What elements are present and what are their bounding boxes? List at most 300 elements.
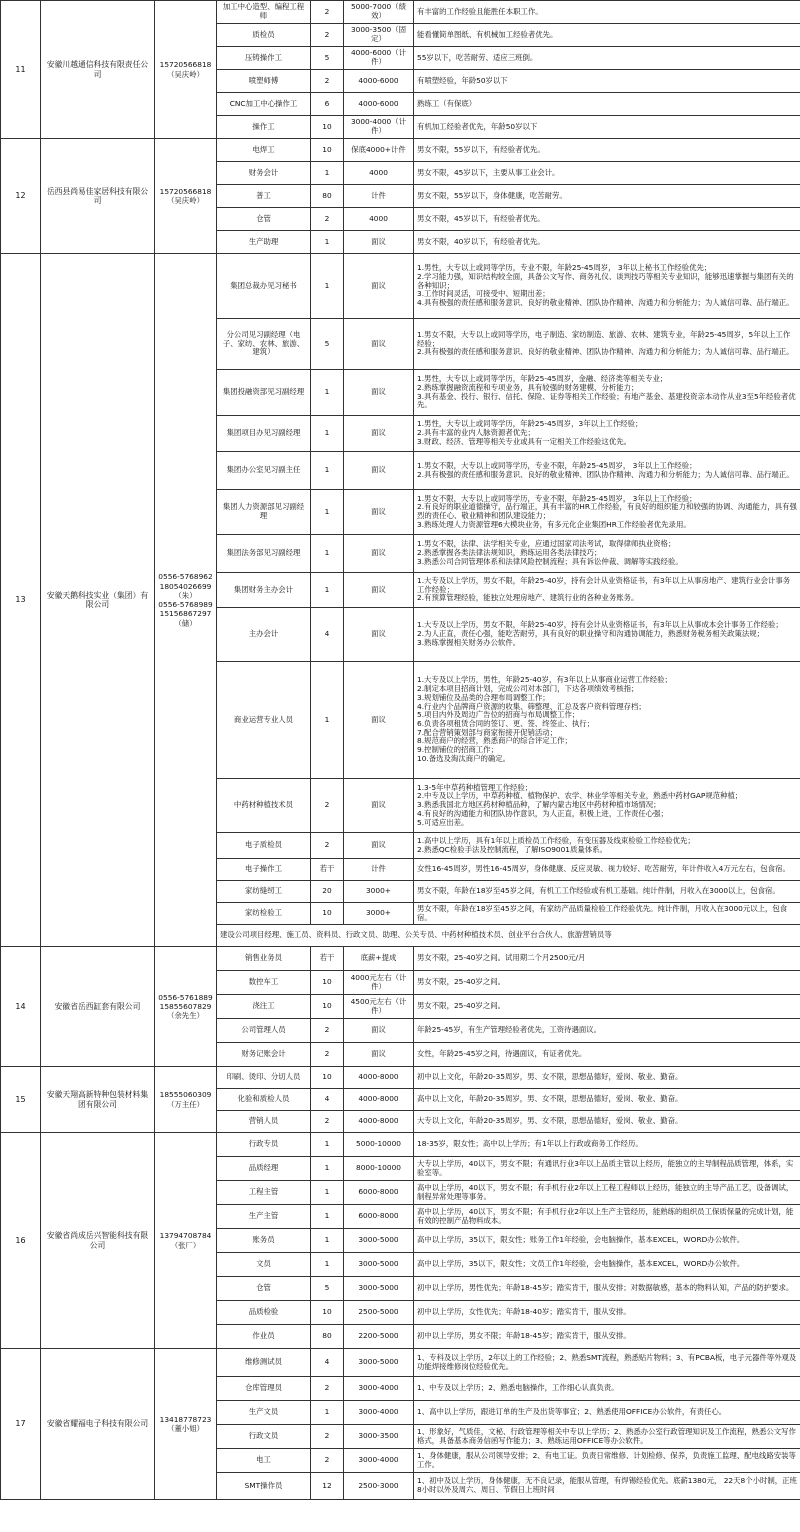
job-position: 质检员 [217,24,311,47]
job-headcount: 4 [311,1089,344,1111]
job-headcount: 10 [311,116,344,139]
job-headcount: 2 [311,1019,344,1043]
job-headcount: 2 [311,70,344,93]
requirement-line: 大专以上学历，40以下，男女不限；有通讯行业3年以上品质主管以上经历，能独立的主导制程品质管理，体系，实验室等。 [417,1158,794,1177]
job-salary: 5000-10000 [344,1133,414,1157]
job-position: 文员 [217,1253,311,1277]
job-requirements [414,1349,800,1377]
requirement-line: 男女不限，45岁以下，主要从事工业会计。 [417,167,560,177]
job-requirements [414,1449,800,1473]
job-requirements [414,1067,800,1089]
job-salary: 3000-5000 [344,1277,414,1301]
job-salary: 面议 [344,535,414,573]
job-requirements [414,1043,800,1067]
job-requirements [414,881,800,903]
job-requirements [414,1089,800,1111]
job-position: 工程主管 [217,1181,311,1205]
requirement-line: 男女不限，25-40岁之间。 [417,1001,505,1011]
company-name: 岳西县尚易佳家居科技有限公司 [41,139,155,254]
job-requirements [414,1111,800,1133]
job-salary: 4000-6000 [344,93,414,116]
company-name: 安徽省岳西缸套有限公司 [41,947,155,1067]
job-requirements [414,1229,800,1253]
job-headcount: 2 [311,1111,344,1133]
contact-line: 15855607829 [159,1001,212,1011]
contact-line: 15156867297 [159,609,212,619]
job-salary: 面议 [344,452,414,490]
contact-line: 15720566818 [159,60,212,70]
job-salary: 面议 [344,370,414,416]
job-requirements [414,971,800,995]
job-headcount: 12 [311,1473,344,1500]
job-salary: 2500-3000 [344,1473,414,1500]
requirement-line: 2.学习能力强，知识结构较全面，具备公文写作、商务礼仪、谈判技巧等相关专业知识，能够迅速掌握与集团有关的各种知识； [417,271,794,290]
job-position: 集团人力资源部见习副经理 [217,490,311,535]
job-requirements [414,1473,800,1500]
job-position: 仓库管理员 [217,1377,311,1401]
requirement-line: 年龄25-45岁，有生产管理经验者优先，工资待遇面议。 [417,1025,602,1035]
requirement-line: 熟练工（有保底） [417,98,477,108]
job-salary: 面议 [344,490,414,535]
table-row [1,1067,800,1089]
requirement-line: 2.熟悉QC检验手法及控制流程，了解ISO9001质量体系。 [417,844,607,854]
job-position: 电工 [217,1449,311,1473]
contact-line: 15720566818 [159,186,212,196]
job-salary: 面议 [344,254,414,319]
requirement-line: 1、专科及以上学历，2年以上的工作经验；2、熟悉SMT流程，熟悉贴片物料；3、有PCBA板，电子元器件等外观及功能焊接维修岗位经验优先。 [417,1352,797,1371]
contact-line: （董小姐） [167,1424,204,1433]
job-headcount: 1 [311,416,344,452]
requirement-line: 1、身体健康，服从公司领导安排；2、有电工证。负责日常维修、计划检修、保养，负责施工监理、配电线路安装等工作。 [417,1450,796,1469]
job-salary: 底薪+提成 [344,947,414,971]
requirement-line: 高中以上学历，40以下，男女不限；有手机行业2年以上工程工程师以上经历，能独立的主导产品工艺，设备调试，制程异常处理等事务。 [417,1182,794,1201]
job-position: 集团总裁办见习秘书 [217,254,311,319]
requirement-line: 初中以上学历，男性优先；年龄18-45岁；踏实肯干，服从安排；对数据敏感，基本的物料认知，产品的防护要求。 [417,1283,794,1293]
job-requirements [414,139,800,162]
requirement-line: 1、中专及以上学历；2、熟悉电脑操作，工作细心认真负责。 [417,1383,619,1393]
job-salary: 2200-5000 [344,1325,414,1349]
job-salary: 保底4000+计件 [344,139,414,162]
requirement-line: 1.男女不限，大专以上或同等学历，专业不限，年龄25-45周岁， 3年以上工作经验； [417,460,697,470]
requirement-line: 男女不限，年龄在18岁至45岁之间，有机工工作经验或有机工基础。纯计件制，月收入在3000以上，包食宿。 [417,886,780,896]
job-salary: 4500元左右（计件） [344,995,414,1019]
requirement-line: 55岁以下，吃苦耐劳、适应三班倒。 [417,52,538,62]
job-requirements [414,1277,800,1301]
job-position: 集团投融资部见习副经理 [217,370,311,416]
contact-line: （朱） [174,590,197,600]
job-requirements [414,208,800,231]
job-requirements [414,1157,800,1181]
job-requirements [414,535,800,573]
company-name: 安徽川越通信科技有限责任公司 [41,1,155,139]
requirement-line: 8.规范商户的经营，熟悉商户的综合评定工作； [417,736,572,746]
job-requirements [414,1325,800,1349]
contact-line: 0556-5768962 [158,572,213,582]
job-position: 生产助理 [217,231,311,254]
job-position: 集团财务主办会计 [217,573,311,608]
job-position: 印刷、烫印、分切人员 [217,1067,311,1089]
requirement-line: 2.为人正直，责任心强，能吃苦耐劳，具有良好的职业操守和沟通协调能力，熟悉财务税务相关政策法规； [417,629,765,639]
requirement-line: 1.男性，大专以上或同等学历，专业不限，年龄25-45周岁， 3年以上秘书工作经验优先； [417,263,712,273]
job-position: 普工 [217,185,311,208]
requirement-line: 3.熟练处理人力资源管理6大模块业务，有多元化企业集团HR工作经验者优先录用。 [417,519,691,529]
contact-phone [155,947,217,1067]
requirement-line: 女性，年龄25-45岁之间，待遇面议，有证者优先。 [417,1049,587,1059]
requirement-line: 2.熟悉掌握各类法律法规知识，熟练运用各类法律技巧； [417,548,602,558]
job-requirements [414,231,800,254]
job-position: 中药材种植技术员 [217,779,311,833]
job-salary: 面议 [344,662,414,779]
requirement-line: 高中以上学历，35以下，限女性；文员工作1年经验，会电脑操作，基本EXCEL，WORD办公软件。 [417,1259,745,1269]
requirement-line: 2.有良好的职业道德操守，品行端正，具有丰富的HR工作经验，有良好的组织能力和较强的协调、沟通能力，具有强烈的责任心、敬业精神和团队建设能力； [417,502,797,520]
job-salary: 4000 [344,208,414,231]
job-headcount: 2 [311,24,344,47]
contact-line: （余先生） [167,1011,204,1021]
job-headcount: 1 [311,1157,344,1181]
job-position: 分公司见习副经理（电子、家纺、农林、旅游、建筑） [217,319,311,370]
job-headcount: 10 [311,139,344,162]
job-requirements [414,1301,800,1325]
job-headcount: 1 [311,162,344,185]
job-position: 电焊工 [217,139,311,162]
job-salary: 3000-4000 [344,1401,414,1425]
table-row [1,1349,800,1377]
contact-line: （吴庆岭） [167,69,204,79]
job-headcount: 1 [311,490,344,535]
job-salary: 3000-4000 [344,1449,414,1473]
job-salary: 4000-8000 [344,1067,414,1089]
job-headcount: 10 [311,1301,344,1325]
job-position: 销售业务员 [217,947,311,971]
job-salary: 面议 [344,416,414,452]
requirement-line: 3.规划铺位及品类的合理布局调整工作； [417,692,550,702]
requirement-line: 1、初中及以上学历，身体健康，无不良记录，能服从管理，有焊锡经验优先。底薪1380元， 22天8个小时制，正班8小时以外及周六、周日、节假日上班时间 [417,1476,797,1494]
requirement-line: 初中以上学历，女性优先；年龄18-40岁；踏实肯干，服从安排。 [417,1307,631,1317]
job-position: 数控车工 [217,971,311,995]
company-name: 安徽省尚成岳兴智能科技有限公司 [41,1133,155,1349]
job-position: 家纺缝纫工 [217,881,311,903]
requirement-line: 6.负责各项租赁合同的签订、更、签、终签止、执行； [417,719,595,728]
requirement-line: 3.熟悉我国北方地区药材种植品种，了解内蒙古地区中药材种植市场情况； [417,800,661,810]
contact-line: 0556-5761889 [158,992,213,1002]
job-headcount: 2 [311,1449,344,1473]
job-headcount: 1 [311,370,344,416]
job-requirements [414,1133,800,1157]
contact-line: 0556-5768989 [158,600,213,609]
job-requirements [414,859,800,881]
contact-line: （吴庆岭） [167,196,204,205]
table-row [1,254,800,319]
requirement-line: 2.熟练掌握融资流程和专项业务，具有较强的财务建模、分析能力； [417,382,639,392]
job-headcount: 1 [311,1401,344,1425]
job-headcount: 1 [311,573,344,608]
contact-line: （储） [174,618,197,628]
requirement-line: 高中以上学历，35以下，限女性；账务工作1年经验，会电脑操作，基本EXCEL，WORD办公软件。 [417,1235,745,1245]
requirement-line: 1、高中以上学历，跟进订单的生产及出货等事宜；2、熟悉使用OFFICE办公软件，有责任心。 [417,1407,727,1417]
requirement-line: 3.具有基金、投行、银行、信托、保险、证券等相关工作经验；有地产基金、基建投资亲本动作从业3至5年经验者优先。 [417,391,796,410]
job-salary: 4000 [344,162,414,185]
job-headcount: 若干 [311,947,344,971]
job-requirements [414,947,800,971]
job-salary: 3000-3500 [344,1425,414,1449]
requirement-line: 1.大专及以上学历，男女不限，年龄25-40岁，持有会计从业资格证书，有3年以上从事房地产、建筑行业会计事务工作经验； [417,575,791,594]
job-salary: 3000-5000 [344,1253,414,1277]
job-position: 账务员 [217,1229,311,1253]
job-headcount: 1 [311,1253,344,1277]
job-position: 压铸操作工 [217,47,311,70]
job-headcount: 1 [311,452,344,490]
requirement-line: 初中以上学历，男女不限；年龄18-45岁；踏实肯干，服从安排。 [417,1331,631,1341]
job-headcount: 若干 [311,859,344,881]
requirement-line: 2.制定本项目招商计划，完成公司对本部门，下达各项绩效考核指； [417,684,639,694]
requirement-line: 5.项目内外及周边广告位的招商与布局调整工作； [417,710,580,720]
job-headcount: 6 [311,93,344,116]
requirement-line: 4.行业内个品牌商户资源的收集、筛整理、汇总及客户资料管理存档； [417,701,646,711]
requirement-line: 4.有良好的沟通能力和团队协作意识，为人正直，积极上进，工作责任心强； [417,808,668,818]
job-headcount: 4 [311,608,344,662]
contact-phone [155,1133,217,1349]
contact-line: （万主任） [167,1099,204,1109]
job-headcount: 2 [311,1425,344,1449]
job-salary: 面议 [344,1043,414,1067]
requirement-line: 10.备选及淘汰商户的确定。 [417,753,511,763]
contact-phone [155,1,217,139]
job-position: 营销人员 [217,1111,311,1133]
requirement-line: 有机加工经验者优先，年龄50岁以下 [417,121,538,131]
job-headcount: 5 [311,47,344,70]
requirement-line: 男女不限，40岁以下，有经验者优先。 [417,236,545,246]
company-name: 安徽天翔高新特种包装材料集团有限公司 [41,1067,155,1133]
company-number: 15 [1,1067,41,1133]
job-requirements [414,47,800,70]
job-headcount: 2 [311,779,344,833]
company-name: 安徽省耀福电子科技有限公司 [41,1349,155,1500]
job-position: 电子操作工 [217,859,311,881]
job-requirements [414,1019,800,1043]
job-headcount: 1 [311,1205,344,1229]
requirement-line: 3.工作时间灵活，可接受中、短期出差； [417,289,550,299]
job-position: SMT操作员 [217,1473,311,1500]
additional-positions: 建设公司项目经理、施工员、资料员、行政文员、助理、公关专员、中药材种植技术员、创业平台合伙人、旅游营销员等 [217,925,800,947]
job-headcount: 2 [311,1043,344,1067]
contact-line: （张厂） [170,1240,201,1250]
requirement-line: 能看懂简单图纸、有机械加工经验者优先。 [417,29,558,39]
contact-phone [155,1349,217,1500]
job-headcount: 1 [311,231,344,254]
requirement-line: 3.熟练掌握相关财务办公软件。 [417,637,521,647]
job-position: 财务会计 [217,162,311,185]
job-requirements [414,1253,800,1277]
job-headcount: 1 [311,254,344,319]
job-salary: 3000-5000 [344,1349,414,1377]
job-headcount: 1 [311,1229,344,1253]
requirement-line: 1.高中以上学历，具有1年以上质检员工作经验，有变压器及线束检验工作经验优先； [417,835,695,845]
requirement-line: 1.大专及以上学历，男女不限，年龄25-40岁，持有会计从业资格证书，有3年以上从事成本会计事务工作经验； [417,620,783,630]
requirement-line: 初中以上文化，年龄20-35周岁，男、女不限，思想品德好，爱岗、敬业、勤奋。 [417,1072,683,1082]
job-requirements [414,490,800,535]
job-headcount: 10 [311,903,344,925]
job-requirements [414,903,800,925]
job-position: 商业运营专业人员 [217,662,311,779]
requirement-line: 2.具有极强的责任感和服务意识、良好的敬业精神、团队协作精神、沟通力和分析能力；为人诚信可靠、品行端正。 [417,469,794,479]
job-salary: 面议 [344,319,414,370]
requirement-line: 男女不限，25-40岁之间。试用期二个月2500元/月 [417,953,586,963]
job-requirements [414,416,800,452]
job-headcount: 4 [311,1349,344,1377]
job-salary: 面议 [344,779,414,833]
requirement-line: 男女不限，25-40岁之间。 [417,977,505,987]
job-requirements [414,24,800,47]
job-position: 主办会计 [217,608,311,662]
job-headcount: 10 [311,995,344,1019]
job-salary: 6000-8000 [344,1205,414,1229]
company-number: 14 [1,947,41,1067]
company-number: 12 [1,139,41,254]
job-position: CNC加工中心操作工 [217,93,311,116]
job-position: 品质检验 [217,1301,311,1325]
job-headcount: 5 [311,319,344,370]
job-salary: 计件 [344,859,414,881]
job-requirements [414,370,800,416]
job-position: 仓管 [217,1277,311,1301]
job-salary: 3000-4000（计件） [344,116,414,139]
requirement-line: 有喷塑经验，年龄50岁以下 [417,75,508,85]
job-requirements [414,1,800,24]
requirement-line: 1、形象好，气质佳，文秘、行政管理等相关中专以上学历；2、熟悉办公室行政管理知识及工作流程，熟悉公文写作格式，具备基本商务信函写作能力；3、熟练运用OFFICE等办公软件。 [417,1426,796,1445]
requirement-line: 1.男女不限，大专以上或同等学历，电子制造、家纺制造、旅游、农林、建筑专业，年龄25-45周岁，5年以上工作经验； [417,329,791,348]
job-requirements [414,995,800,1019]
requirement-line: 2.具有丰富的业内人脉资源者优先； [417,428,535,438]
job-salary: 4000-6000（计件） [344,47,414,70]
job-requirements [414,93,800,116]
job-requirements [414,452,800,490]
contact-phone [155,254,217,947]
job-headcount: 10 [311,971,344,995]
job-salary: 3000-5000 [344,1229,414,1253]
job-position: 电子质检员 [217,833,311,859]
job-salary: 面议 [344,573,414,608]
company-number: 11 [1,1,41,139]
job-requirements [414,162,800,185]
job-position: 集团办公室见习副主任 [217,452,311,490]
job-headcount: 1 [311,662,344,779]
job-headcount: 80 [311,185,344,208]
contact-line: 18555060309 [159,1090,212,1100]
job-salary: 6000-8000 [344,1181,414,1205]
job-position: 家纺检验工 [217,903,311,925]
job-position: 行政文员 [217,1425,311,1449]
job-headcount: 10 [311,1067,344,1089]
job-salary: 面议 [344,231,414,254]
job-salary: 4000-8000 [344,1089,414,1111]
job-salary: 2500-5000 [344,1301,414,1325]
requirement-line: 1.3-5年中草药种植管理工作经验； [417,782,533,792]
job-salary: 3000+ [344,881,414,903]
job-requirements [414,608,800,662]
requirement-line: 1.男性，大专以上或同等学历，年龄25-45周岁，金融、经济类等相关专业； [417,374,668,384]
company-number: 17 [1,1349,41,1500]
requirement-line: 男女不限，年龄在18岁至45岁之间，有家纺产品质量检验工作经验优先。纯计件制，月收入在3000元以上，包食宿。 [417,903,788,922]
company-name: 安徽天鹅科技实业（集团）有限公司 [41,254,155,947]
contact-phone [155,139,217,254]
job-position: 浇注工 [217,995,311,1019]
table-row [1,947,800,971]
requirement-line: 男女不限，45岁以下，有经验者优先。 [417,213,545,223]
table-row [1,1,800,24]
job-position: 加工中心造型、编程工程师 [217,1,311,24]
job-requirements [414,1401,800,1425]
job-headcount: 2 [311,208,344,231]
job-requirements [414,1181,800,1205]
job-position: 生产文员 [217,1401,311,1425]
requirement-line: 5.可适应出差。 [417,817,469,827]
requirement-line: 9.控制铺位的招商工作； [417,745,498,755]
requirement-line: 1.男女不限，大专以上或同等学历，专业不限，年龄25-45周岁， 3年以上工作经验； [417,493,697,503]
contact-line: 13794708784 [159,1231,212,1241]
job-requirements [414,254,800,319]
job-headcount: 80 [311,1325,344,1349]
job-position: 行政专员 [217,1133,311,1157]
job-requirements [414,116,800,139]
job-headcount: 20 [311,881,344,903]
job-requirements [414,1425,800,1449]
requirement-line: 1.男女不限，法律、法学相关专业，应通过国家司法考试，取得律师执业资格； [417,539,676,549]
job-headcount: 1 [311,535,344,573]
table-row [1,139,800,162]
contact-line: 18054026699 [159,581,212,591]
job-position: 化验和质检人员 [217,1089,311,1111]
requirement-line: 大专以上文化，年龄20-35周岁，男、女不限，思想品德好，爱岗、敬业、勤奋。 [417,1116,683,1126]
job-position: 喷塑师傅 [217,70,311,93]
job-headcount: 1 [311,1133,344,1157]
job-requirements [414,833,800,859]
requirement-line: 女性16-45周岁，男性16-45周岁，身体健康、反应灵敏、视力较好、吃苦耐劳，年计件收入4万元左右，包食宿。 [417,864,790,874]
job-requirements [414,185,800,208]
job-position: 集团项目办见习副经理 [217,416,311,452]
requirement-line: 男女不限，55岁以下，有经验者优先。 [417,144,545,154]
job-position: 公司管理人员 [217,1019,311,1043]
requirement-line: 2.有预算管理经验，能独立处理房地产、建筑行业的各种业务账务。 [417,593,639,603]
requirement-line: 4.具有极强的责任感和服务意识、良好的敬业精神、团队协作精神、沟通力和分析能力；为人诚信可靠、品行端正。 [417,298,794,308]
job-salary: 4000-6000 [344,70,414,93]
requirement-line: 有丰富的工作经验且能胜任本职工作。 [417,6,543,16]
job-position: 维修测试员 [217,1349,311,1377]
job-headcount: 2 [311,1377,344,1401]
requirement-line: 男女不限，55岁以下，身体健康，吃苦耐劳。 [417,190,567,200]
company-number: 13 [1,254,41,947]
job-position: 财务记账会计 [217,1043,311,1067]
job-salary: 3000-3500（固定） [344,24,414,47]
requirement-line: 3.财政、经济、管理等相关专业或具有一定相关工作经验这优先。 [417,436,631,446]
requirement-line: 1.男性，大专以上或同等学历，年龄25-45周岁，3年以上工作经验； [417,419,643,429]
job-requirements [414,319,800,370]
contact-phone [155,1067,217,1133]
job-requirements [414,573,800,608]
job-requirements [414,1205,800,1229]
job-salary: 面议 [344,833,414,859]
job-headcount: 5 [311,1277,344,1301]
job-position: 品质经理 [217,1157,311,1181]
job-requirements [414,662,800,779]
job-salary: 5000-7000（绩效） [344,1,414,24]
table-row [1,1133,800,1157]
job-salary: 面议 [344,608,414,662]
job-salary: 3000-4000 [344,1377,414,1401]
requirement-line: 7.配合营销策划部与商家衔接开促销活动； [417,727,558,737]
requirement-line: 1.大专及以上学历，男性，年龄25-40岁，有3年以上从事商业运营工作经验； [417,675,672,685]
job-salary: 计件 [344,185,414,208]
requirement-line: 3.熟悉公司合同管理体系和法律风险控制流程；具有诉讼仲裁、调解等实践经验。 [417,556,683,566]
